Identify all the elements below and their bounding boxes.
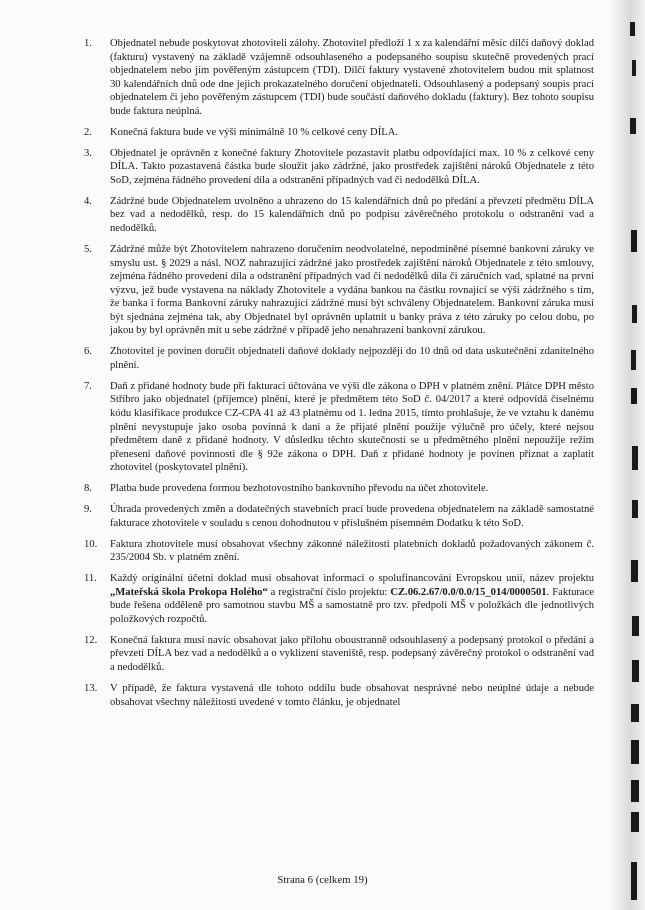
item-text: Zhotovitel je povinen doručit objednateli daňové doklady nejpozději do 10 dnů od data uskutečnění zdanitelného plnění. [110, 346, 594, 371]
item-number: 13. [84, 682, 98, 694]
list-item [84, 243, 594, 338]
item-number: 3. [84, 147, 92, 159]
item-text-part: Každý originální účetní doklad musí obsahovat informaci o spolufinancování Evropskou unií, název projektu [110, 573, 594, 585]
item-text: Daň z přidané hodnoty bude při fakturaci účtována ve výši dle zákona o DPH v platném znění. Plátce DPH město Stříbro jako objednatel (příjemce) plnění, které je předmětem této SoD č. 04/2017 a které odpovídá číselnému kódu klasifikace produkce CZ-CPA 41 až 43 platnému od 1. ledna 2015, tímto prohlašuje, že ve vztahu k danému plnění nevystupuje jako osoba povinná k dani a že přijaté plnění použije výlučně pro účely, které nejsou předmětem daně z přidané hodnoty. V důsledku těchto skutečností se u předmětného plnění nepoužije režim přenesení daňové povinnosti dle § 92e zákona o DPH. Daň z přidané hodnoty je povinen přiznat a zaplatit zhotovitel (poskytovatel plnění). [110, 380, 594, 474]
list-item [84, 37, 594, 119]
item-number: 9. [84, 504, 92, 516]
list-item [84, 380, 594, 475]
list-item [84, 538, 594, 565]
list-item [84, 147, 594, 188]
payment-terms-list [84, 37, 594, 709]
item-number: 10. [84, 538, 98, 550]
item-text: Objednatel nebude poskytovat zhotoviteli zálohy. Zhotovitel předloží 1 x za kalendářní měsíc dílčí daňový doklad (fakturu) vystavený na základě vzájemně odsouhlaseného a podepsaného soupisu skutečně provedených prací objednatelem nebo jím pověřeným zástupcem (TDI). Dílčí faktury vystavené zhotovitelem budou mít splatnost 30 kalendářních dnů ode dne jejich prokazatelného doručení objednateli. Odsouhlasený a podepsaný soupis prací objednatelem či jeho pověřeným zástupcem (TDI) bude součástí daňového dokladu (faktury). Bez tohoto soupisu bude faktura neúplná. [110, 38, 594, 117]
list-item [84, 482, 594, 496]
registration-number: CZ.06.2.67/0.0/0.0/15_014/0000501 [390, 586, 547, 598]
item-number: 11. [84, 573, 97, 585]
item-number: 8. [84, 483, 92, 495]
item-number: 6. [84, 346, 92, 358]
page-number: Strana 6 (celkem 19) [277, 874, 368, 886]
list-item [84, 126, 594, 140]
item-text: Faktura zhotovitele musí obsahovat všechny zákonné náležitosti platebních dokladů požadovaných zákonem č. 235/2004 Sb. v platném znění. [110, 538, 594, 564]
list-item [84, 503, 594, 530]
item-text: Objednatel je oprávněn z konečné faktury Zhotovitele pozastavit platbu odpovídající max. 10 % z celkové ceny DÍLA. Takto pozastavená částka bude sloužit jako zádržné, jako prostředek zajištění nároků Objednatele z této SoD, zejména řádného provedení díla a odstranění případných vad či nedodělků DÍLA. [110, 147, 594, 186]
item-text: Konečná faktura musí navíc obsahovat jako přílohu oboustranně odsouhlasený a podepsaný protokol o předání a převzetí DÍLA bez vad a nedodělků a o vyklizení staveniště, resp. podepsaný závěrečný protokol o odstranění vad a nedodělků. [110, 634, 594, 674]
item-text: Konečná faktura bude ve výši minimálně 10 % celkové ceny DÍLA. [110, 126, 398, 138]
item-text: Úhrada provedených změn a dodatečných stavebních prací bude provedena objednatelem na základě samostatné fakturace zhotovitele v souladu s cenou dohodnutou v příslušném písemném Dodatku k této SoD. [110, 504, 594, 529]
list-item [84, 634, 594, 675]
item-number: 12. [84, 634, 98, 646]
item-number: 2. [84, 126, 92, 138]
item-text-part: a registrační číslo projektu: [267, 586, 391, 598]
item-text: Zádržné bude Objednatelem uvolněno a uhrazeno do 15 kalendářních dnů po předání a převzetí předmětu DÍLA bez vad a nedodělků, resp. do 15 kalendářních dnů po podpisu závěrečného protokolu o odstranění vad a nedodělků. [110, 195, 594, 235]
item-text: Zádržné může být Zhotovitelem nahrazeno doručením neodvolatelné, nepodmíněné písemné bankovní záruky ve smyslu ust. § 2029 a násl. NOZ nahrazující zádržné jako prostředek zajištění nároků Objednatele z této smlouvy, zejména řádného provedení díla a odstranění případných vad či nedodělků díla či záručních vad, splatné na první výzvu, jež bude vystavena na náklady Zhotovitele a vydána bankou na částku rovnající se výši zádržného s tím, že banka i forma Bankovní záruky nahrazující zádržné musí být schváleny Objednatelem. Bankovní záruka musí být sjednána zejména tak, aby Objednatel byl oprávněn uplatnit u banky práva z této záruky po celou dobu, po jakou by byl oprávněn mít u sebe zádržné v případě jeho nenahrazení bankovní zárukou. [110, 243, 594, 337]
item-text-part: . Fakturace bude řešena odděleně pro samotnou stavbu MŠ a samostatně pro tzv. předpolí MŠ v položkách dle jednotlivých položkových rozpočtů. [110, 586, 594, 625]
item-text: Platba bude provedena formou bezhotovostního bankovního převodu na účet zhotovitele. [110, 483, 489, 495]
item-number: 1. [84, 38, 92, 49]
list-item [84, 345, 594, 372]
scan-edge-shadow [609, 0, 645, 910]
list-item [84, 195, 594, 236]
document-body [84, 37, 594, 716]
item-number: 5. [84, 243, 92, 255]
project-name: „Mateřská škola Prokopa Holého“ [110, 586, 268, 598]
list-item [84, 572, 594, 626]
list-item [84, 682, 594, 709]
item-number: 7. [84, 380, 92, 392]
item-text: V případě, že faktura vystavená dle tohoto oddílu bude obsahovat nesprávné nebo neúplné údaje a nebude obsahovat všechny náležitosti uvedené v tomto článku, je objednatel [110, 682, 594, 708]
item-number: 4. [84, 195, 92, 207]
